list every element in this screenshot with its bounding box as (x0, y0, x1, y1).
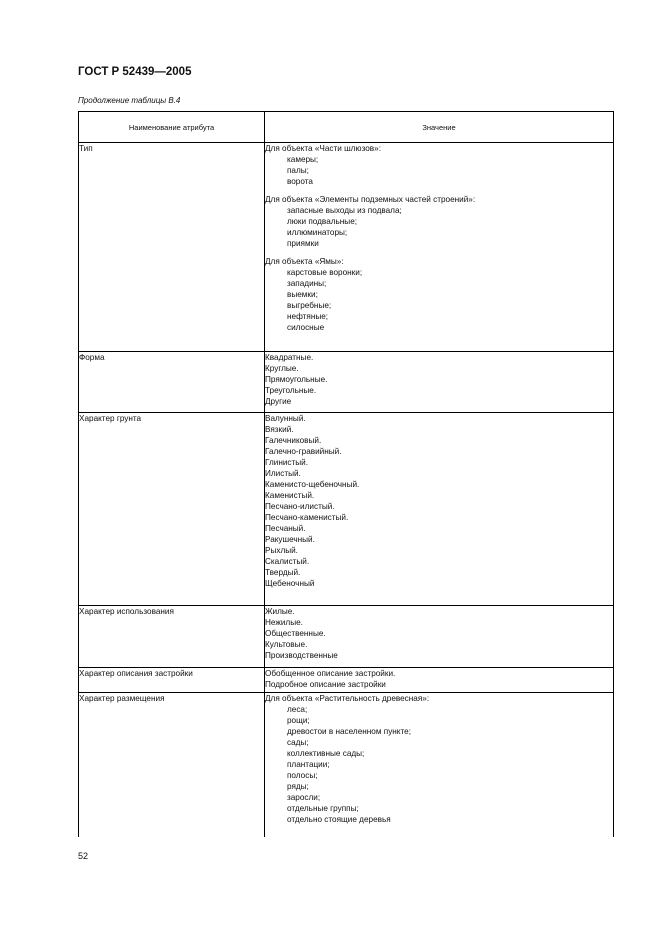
table-row (79, 143, 614, 352)
value-group (265, 413, 613, 589)
attributes-table (78, 111, 614, 837)
value-group (265, 693, 613, 825)
value-item: выемки; (287, 290, 318, 299)
value-item: западины; (287, 279, 327, 288)
value-item: Песчано-илистый. (265, 501, 335, 511)
attribute-values (265, 692, 614, 837)
attribute-name: Характер описания застройки (79, 667, 265, 692)
value-item: люки подвальные; (287, 217, 358, 226)
value-item: Жилые. (265, 607, 295, 617)
table-header-row (79, 112, 614, 143)
table-row (79, 692, 614, 837)
value-item: древостои в населенном пункте; (287, 726, 411, 736)
value-group-heading: Для объекта «Ямы»: (265, 257, 344, 266)
value-item: Нежилые. (265, 618, 303, 628)
value-group-heading: Для объекта «Части шлюзов»: (265, 144, 381, 153)
value-group (265, 194, 613, 249)
table-row (79, 667, 614, 692)
value-item: Каменистый. (265, 490, 315, 500)
attribute-values (265, 412, 614, 605)
value-item: Обобщенное описание застройки. (265, 668, 396, 678)
value-item: Треугольные. (265, 385, 317, 395)
attribute-name: Форма (79, 351, 265, 412)
value-group-heading: Для объекта «Растительность древесная»: (265, 693, 430, 703)
value-item: Песчано-каменистый. (265, 512, 349, 522)
attribute-values (265, 667, 614, 692)
value-item: ряды; (287, 781, 309, 791)
attribute-name: Характер использования (79, 606, 265, 667)
value-item: Каменисто-щебеночный. (265, 479, 360, 489)
value-item: карстовые воронки; (287, 268, 363, 277)
attribute-name: Характер размещения (79, 692, 265, 837)
attribute-values (265, 606, 614, 667)
attribute-values (265, 143, 614, 352)
attribute-name: Характер грунта (79, 412, 265, 605)
column-header-value: Значение (265, 112, 614, 143)
value-item: Общественные. (265, 629, 326, 639)
value-item: плантации; (287, 759, 330, 769)
value-item: выгребные; (287, 301, 332, 310)
value-item: Подробное описание застройки (265, 679, 386, 689)
value-item: Другие (265, 396, 292, 406)
value-item: иллюминаторы; (287, 228, 348, 237)
value-item: сады; (287, 737, 309, 747)
value-item: Скалистый. (265, 556, 310, 566)
value-item: Галечно-гравийный. (265, 446, 342, 456)
value-item: Рыхлый. (265, 545, 298, 555)
value-item: запасные выходы из подвала; (287, 206, 402, 215)
value-item: отдельно стоящие деревья (287, 814, 391, 824)
value-item: леса; (287, 704, 308, 714)
table-row (79, 606, 614, 667)
attribute-values (265, 351, 614, 412)
value-item: Культовые. (265, 640, 308, 650)
document-title: ГОСТ Р 52439—2005 (78, 66, 192, 78)
value-item: отдельные группы; (287, 803, 359, 813)
value-item: Квадратные. (265, 352, 314, 362)
value-item: камеры; (287, 155, 319, 164)
value-item: ворота (287, 177, 313, 186)
value-item: Илистый. (265, 468, 301, 478)
value-item: силосные (287, 323, 325, 332)
value-group (265, 256, 613, 333)
value-group (265, 352, 613, 407)
value-group (265, 606, 613, 661)
value-group-heading: Для объекта «Элементы подземных частей строений»: (265, 195, 476, 204)
value-item: полосы; (287, 770, 318, 780)
value-item: Валунный. (265, 413, 306, 423)
value-item: Твердый. (265, 567, 301, 577)
value-group (265, 143, 613, 187)
value-item: Вязкий. (265, 424, 294, 434)
value-item: приямки (287, 239, 319, 248)
table-body (79, 143, 614, 838)
value-item: рощи; (287, 715, 310, 725)
value-item: Прямоугольные. (265, 374, 328, 384)
value-item: нефтяные; (287, 312, 329, 321)
column-header-attribute: Наименование атрибута (79, 112, 265, 143)
value-item: Круглые. (265, 363, 299, 373)
value-item: заросли; (287, 792, 321, 802)
value-item: Галечниковый. (265, 435, 322, 445)
value-item: палы; (287, 166, 309, 175)
value-item: Производственные (265, 651, 338, 661)
table-row (79, 351, 614, 412)
value-item: Глинистый. (265, 457, 308, 467)
value-item: Песчаный. (265, 523, 306, 533)
attribute-name: Тип (79, 143, 265, 352)
table-row (79, 412, 614, 605)
page-number: 52 (78, 851, 89, 861)
value-item: коллективные сады; (287, 748, 365, 758)
value-group (265, 668, 613, 690)
table-caption: Продолжение таблицы В.4 (78, 96, 181, 105)
value-item: Щебеночный (265, 578, 315, 588)
value-item: Ракушечный. (265, 534, 315, 544)
